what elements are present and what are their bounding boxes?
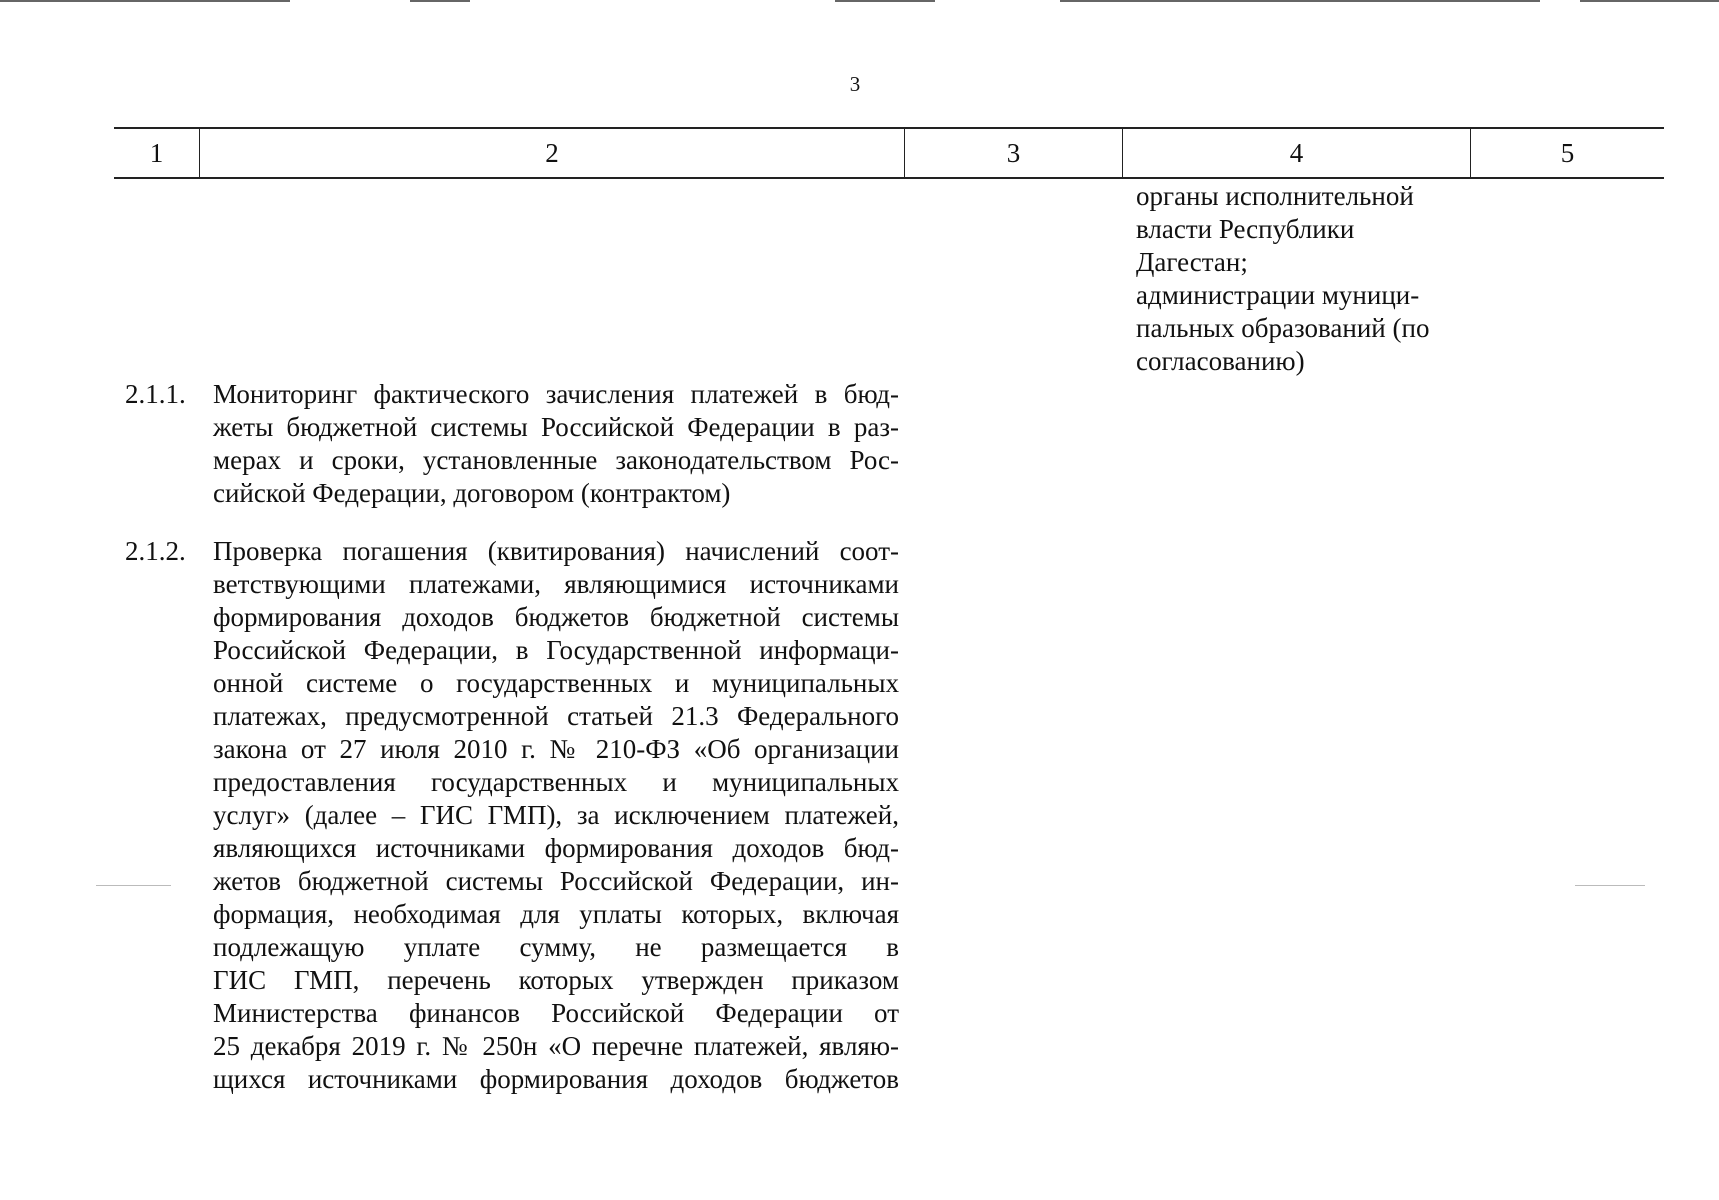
table-header-cell: 1 [149,137,164,168]
responsible-executors-text [1136,180,1476,378]
item-number: 2.1.1. [125,379,186,409]
text-line: жетов бюджетной системы Российской Федерации, ин- [213,866,899,896]
text-line: Мониторинг фактического зачисления платежей в бюд- [213,379,899,409]
scan-edge-line [410,0,470,2]
scan-speck [96,885,171,886]
text-line: согласованию) [1136,346,1305,376]
text-line: Министерства финансов Российской Федерации от [213,998,899,1028]
text-line: ГИС ГМП, перечень которых утвержден приказом [213,965,899,995]
scan-edge-line [0,0,290,2]
text-line: предоставления государственных и муниципальных [213,767,899,797]
table-header-cell: 4 [1122,129,1470,177]
scan-edge-line [1060,0,1540,2]
scan-edge-line [835,0,935,2]
text-line: платежах, предусмотренной статьей 21.3 Федерального [213,701,899,731]
text-line: Проверка погашения (квитирования) начислений соот- [213,536,899,566]
table-header-row [114,127,1664,179]
text-line: закона от 27 июля 2010 г. № 210-ФЗ «Об организации [213,734,899,764]
text-line: услуг» (далее – ГИС ГМП), за исключением платежей, [213,800,899,830]
scan-edge-line [1580,0,1719,2]
text-line: 25 декабря 2019 г. № 250н «О перечне платежей, являю- [213,1031,899,1061]
item-text [213,535,899,1096]
table-header-cell: 5 [1470,129,1664,177]
text-line: формирования доходов бюджетов бюджетной системы [213,602,899,632]
item-number: 2.1.2. [125,536,186,566]
text-line: жеты бюджетной системы Российской Федерации в раз- [213,412,899,442]
page-number: 3 [849,72,861,96]
text-line: формация, необходимая для уплаты которых, включая [213,899,899,929]
table-header-cell: 2 [199,129,904,177]
scan-speck [1575,885,1645,886]
text-line: органы исполнительной [1136,181,1414,211]
text-line: являющихся источниками формирования доходов бюд- [213,833,899,863]
text-line: щихся источниками формирования доходов бюджетов [213,1064,899,1094]
table-header-cell: 3 [904,129,1122,177]
item-text [213,378,899,510]
text-line: власти Республики [1136,214,1355,244]
text-line: мерах и сроки, установленные законодательством Рос- [213,445,899,475]
text-line: пальных образований (по [1136,313,1430,343]
text-line: ветствующими платежами, являющимися источниками [213,569,899,599]
text-line: Российской Федерации, в Государственной информаци- [213,635,899,665]
text-line: администрации муници- [1136,280,1420,310]
text-line: подлежащую уплате сумму, не размещается в [213,932,899,962]
text-line: сийской Федерации, договором (контрактом) [213,478,731,508]
text-line: Дагестан; [1136,247,1248,277]
text-line: онной системе о государственных и муниципальных [213,668,899,698]
